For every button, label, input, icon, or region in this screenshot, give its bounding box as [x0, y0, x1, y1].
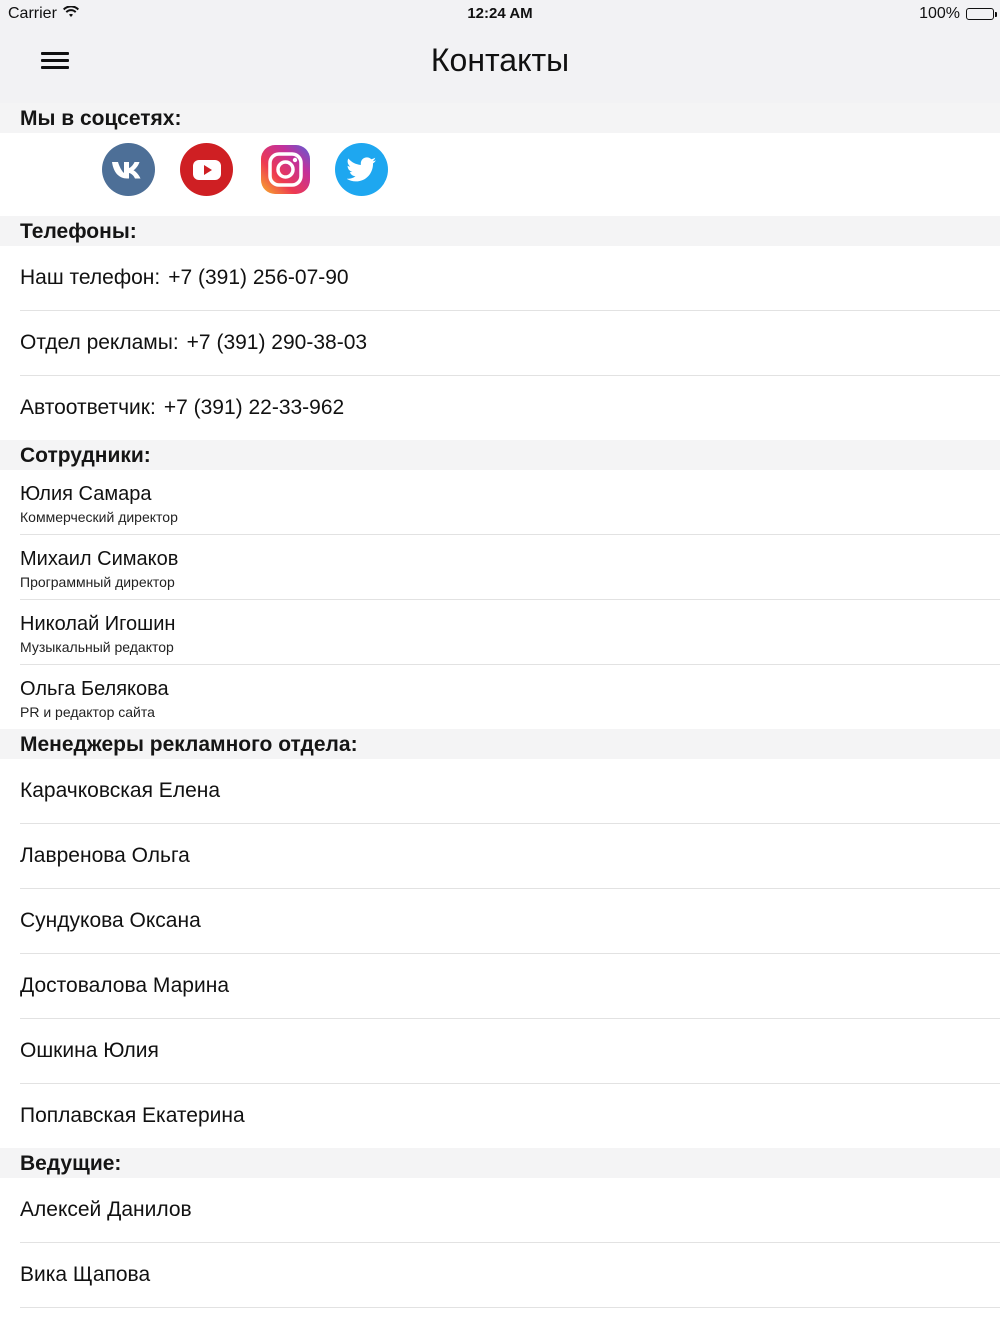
ad-manager-row[interactable]: Лавренова Ольга	[20, 824, 1000, 889]
ad-manager-row[interactable]: Поплавская Екатерина	[20, 1104, 245, 1127]
phone-label: Наш телефон:	[20, 266, 161, 289]
staff-name: Николай Игошин	[20, 613, 176, 635]
host-row[interactable]: Алексей Данилов	[20, 1178, 1000, 1243]
status-time: 12:24 AM	[467, 5, 533, 22]
staff-role: Коммерческий директор	[20, 509, 178, 525]
youtube-icon[interactable]	[180, 143, 233, 196]
social-icons-row	[0, 133, 1000, 216]
section-header-phones: Телефоны:	[0, 216, 1000, 246]
page-title: Контакты	[430, 42, 570, 78]
battery-icon	[966, 8, 994, 20]
ad-manager-row[interactable]: Сундукова Оксана	[20, 889, 1000, 954]
phone-number[interactable]: +7 (391) 290-38-03	[186, 331, 368, 354]
phone-label: Автоответчик:	[20, 396, 156, 419]
staff-row[interactable]	[20, 665, 1000, 729]
section-header-hosts: Ведущие:	[0, 1148, 1000, 1178]
carrier-label: Carrier	[8, 5, 57, 22]
staff-role: Программный директор	[20, 574, 175, 590]
phone-row[interactable]	[20, 311, 1000, 376]
staff-role: Музыкальный редактор	[20, 639, 174, 655]
section-header-ad-managers: Менеджеры рекламного отдела:	[0, 729, 1000, 759]
staff-list	[0, 470, 1000, 729]
staff-role: PR и редактор сайта	[20, 704, 155, 720]
phone-row[interactable]	[20, 246, 1000, 311]
ad-managers-list	[0, 759, 1000, 1148]
contacts-list[interactable]	[0, 103, 1000, 1308]
phone-number[interactable]: +7 (391) 22-33-962	[163, 396, 345, 419]
vk-icon[interactable]	[102, 143, 155, 196]
status-bar	[0, 0, 1000, 28]
staff-row[interactable]	[20, 535, 1000, 600]
instagram-icon[interactable]	[259, 143, 312, 196]
section-header-staff: Сотрудники:	[0, 440, 1000, 470]
staff-name: Ольга Белякова	[20, 678, 169, 700]
staff-row[interactable]	[20, 470, 1000, 535]
navigation-bar	[0, 28, 1000, 103]
battery-percent: 100%	[919, 5, 960, 22]
host-row[interactable]: Вика Щапова	[20, 1243, 1000, 1308]
phone-row[interactable]	[20, 376, 1000, 440]
staff-name: Юлия Самара	[20, 483, 152, 505]
phones-list	[0, 246, 1000, 440]
ad-manager-row[interactable]: Ошкина Юлия	[20, 1019, 1000, 1084]
phone-label: Отдел рекламы:	[20, 331, 179, 354]
hosts-list	[0, 1178, 1000, 1308]
ad-manager-row[interactable]: Достовалова Марина	[20, 954, 1000, 1019]
status-bar-right	[919, 5, 994, 23]
phone-number[interactable]: +7 (391) 256-07-90	[168, 266, 349, 289]
staff-row[interactable]	[20, 600, 1000, 665]
twitter-icon[interactable]	[335, 143, 388, 196]
section-header-social: Мы в соцсетях:	[0, 103, 1000, 133]
ad-manager-row[interactable]: Карачковская Елена	[20, 759, 1000, 824]
staff-name: Михаил Симаков	[20, 548, 179, 570]
